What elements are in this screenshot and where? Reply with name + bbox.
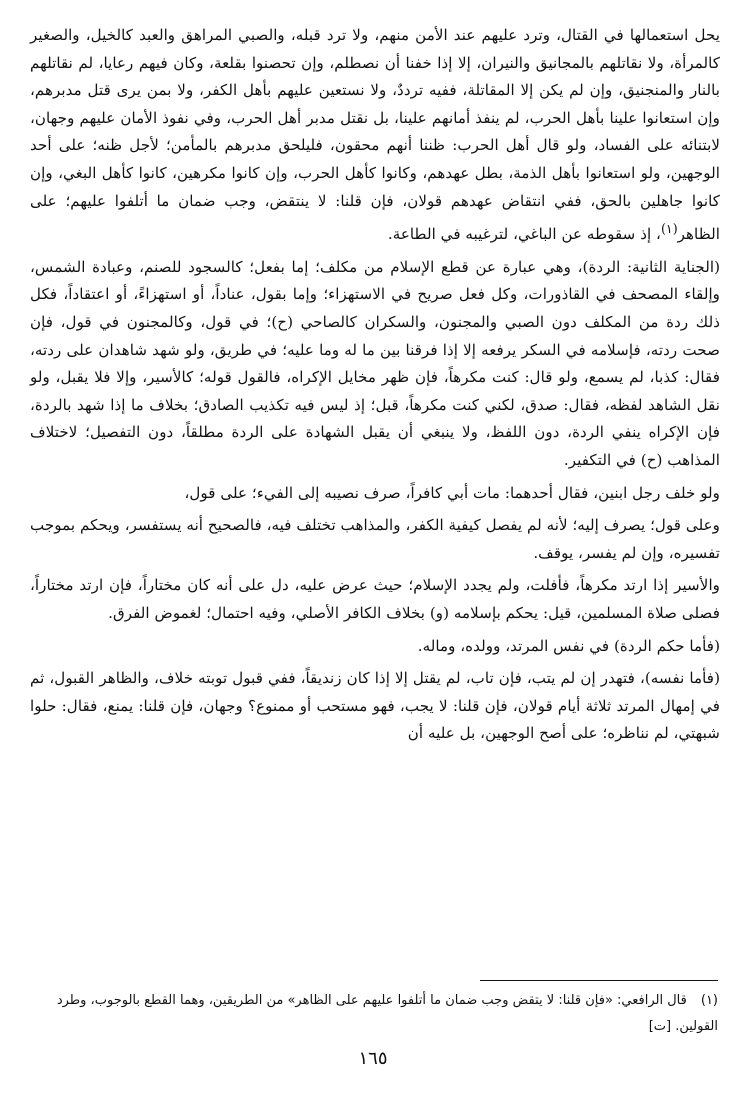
page-number: ١٦٥ xyxy=(358,1048,388,1069)
paragraph-1 xyxy=(30,22,720,249)
footnote xyxy=(30,988,718,1040)
paragraph-5: والأسير إذا ارتد مكرهاً، فأفلت، ولم يجدد الإسلام؛ حيث عرض عليه، دل على أنه كان مختاراً، فإن ارتد مختاراً، فصلى صلاة المسلمين، قيل: يحكم بإسلامه (و) بخلاف الكافر الأصلي، وفيه احتمال؛ لغموض الفرق. xyxy=(30,576,720,622)
paragraph-1-text: يحل استعمالها في القتال، وترد عليهم عند الأمن منهم، ولا ترد قبله، والصبي المراهق والعبد كالخيل، والصغير كالمرأة، ولا نقاتلهم بالمجانيق والنيران، إلا إذا خفنا أن نصطلم، وإن تحصنوا بقلعة، وكان فيهم رعايا، لم نقاتلهم بالنار والمنجنيق، وإن لم يكن إلا المقاتلة، ففيه ترددٌ، ولا نستعين عليهم بأهل الكفر، ولا بمن يرى قتل مدبرهم، وإن استعانوا علينا بأهل الحرب، لم ينفذ أمانهم علينا، بل نقتل مدبر أهل الحرب، وفي نفوذ الأمان عليهم وجهان، لابتنائه على الفساد، ولو قال أهل الحرب: ظننا أنهم محقون، فليلحق مدبرهم بالمأمن؛ لأجل ظنه؛ على أحد الوجهين، ولو استعانوا بأهل الذمة، بطل عهدهم، وكانوا كأهل الحرب، وإن كانوا مكرهين، كانوا كأهل البغي، وإن كانوا جاهلين بالحق، ففي انتقاض عهدهم قولان، فإن قلنا: لا ينتقض، وجب ضمان ما أتلفوا عليهم؛ على الظاهر xyxy=(30,26,720,244)
paragraph-2: (الجناية الثانية: الردة)، وهي عبارة عن قطع الإسلام من مكلف؛ إما بفعل؛ كالسجود للصنم، وعبادة الشمس، وإلقاء المصحف في القاذورات، وكل فعل صريح في الاستهزاء؛ وإما بقول، عناداً، أو استهزاءً، أو اعتقاداً، فكل ذلك ردة من المكلف دون الصبي والمجنون، والسكران كالصاحي (ح)؛ في قول، وكالمجنون في قول، فإن صحت ردته، فإسلامه في السكر يرفعه إلا إذا فرقنا بين ما له وما عليه؛ في طريق، ولو شهد شاهدان على ردته، فقال: كذبا، لم يسمع، ولو قال: كنت مكرهاً، فإن ظهر مخايل الإكراه، فالقول قوله؛ كالأسير، وإلا فلا يقبل، ولو نقل الشاهد لفظه، فقال: صدق، لكني كنت مكرهاً، قبل؛ إذ ليس فيه تكذيب الصادق؛ بخلاف ما إذا شهد بالردة، فإن الإكراه ينفي الردة، دون اللفظ، ولا ينبغي أن يقبل الشهادة على الردة مطلقاً، دون التفصيل؛ لاختلاف المذاهب (ح) في التكفير. xyxy=(30,257,720,469)
footnote-marker[interactable]: (١) xyxy=(660,221,678,237)
footnote-divider xyxy=(480,980,718,981)
paragraph-4: وعلى قول؛ يصرف إليه؛ لأنه لم يفصل كيفية الكفر، والمذاهب تختلف فيه، فالصحيح أنه يستفسر، ويحكم بموجب تفسيره، وإن لم يفسر، يوقف. xyxy=(30,516,720,562)
main-text xyxy=(30,22,720,748)
paragraph-1-tail: ، إذ سقوطه عن الباغي، لترغيبه في الطاعة. xyxy=(387,225,661,244)
paragraph-6: (فأما حكم الردة) في نفس المرتد، وولده، وماله. xyxy=(417,636,720,655)
paragraph-3: ولو خلف رجل ابنين، فقال أحدهما: مات أبي كافراً، صرف نصيبه إلى الفيء؛ على قول، xyxy=(184,483,720,502)
footnote-text: قال الرافعي: «فإن قلنا: لا يتقض وجب ضمان ما أتلفوا عليهم على الظاهر» من الطريقين، وهما القطع بالوجوب، وطرد القولين. [ت] xyxy=(56,993,718,1034)
paragraph-7: (فأما نفسه)، فتهدر إن لم يتب، فإن تاب، لم يقتل إلا إذا كان زنديقاً، ففي قبول توبته خلاف، والظاهر القبول، ثم في إمهال المرتد ثلاثة أيام قولان، فإن قلنا: لا يجب، فهو مستحب أو ممنوع؟ وجهان، فإن قلنا: يمنع، فقال: حلوا شبهتي، لم نناظره؛ على أصح الوجهين، بل عليه أن xyxy=(30,669,720,743)
footnote-number: (١) xyxy=(700,993,718,1008)
